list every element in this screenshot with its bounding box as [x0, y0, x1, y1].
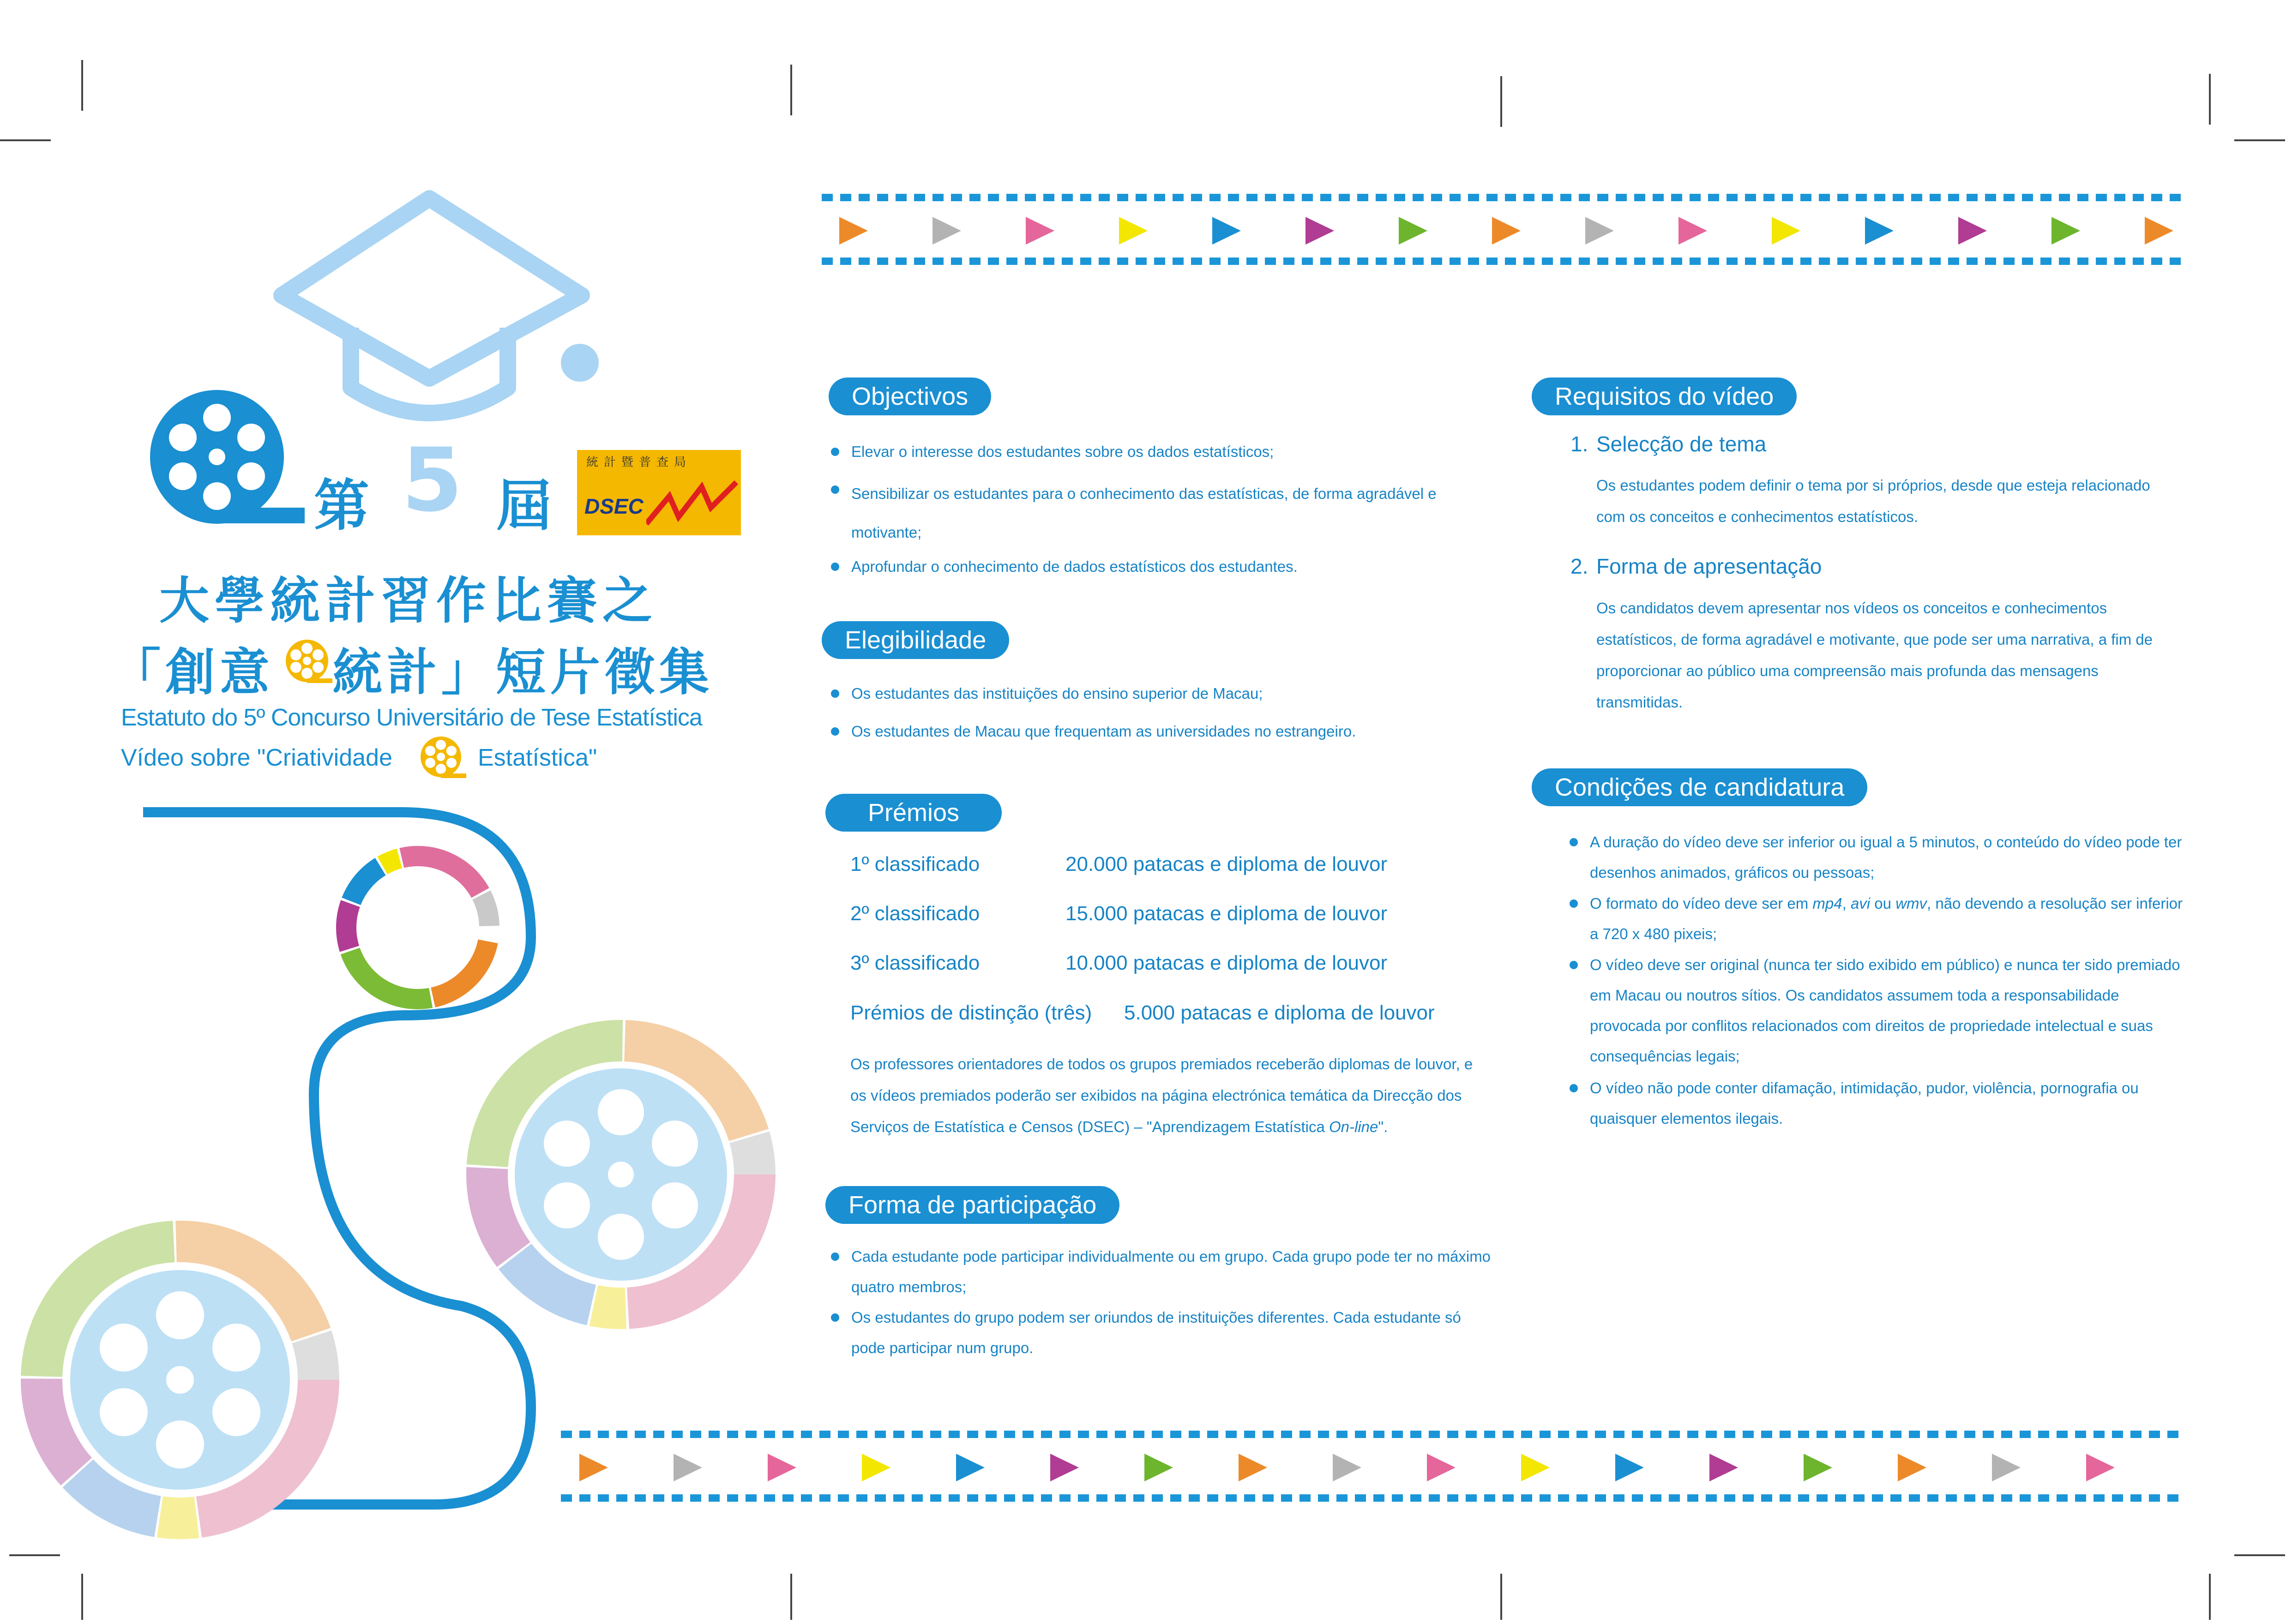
condicao-item: O vídeo não pode conter difamação, intimidação, pudor, violência, pornografia ou quaisquer elementos ilegais.: [1570, 1073, 2190, 1134]
premios-note-text: Os professores orientadores de todos os grupos premiados receberão diplomas de louvor, e os vídeos premiados poderão ser exibidos na página electrónica temática da Direcção dos Serviços de Estatística e Censos (DSEC) – "Aprendizagem Estatística: [850, 1055, 1473, 1135]
objectivo-item: Elevar o interesse dos estudantes sobre os dados estatísticos;: [831, 437, 1498, 467]
heading-premios: Prémios: [825, 794, 1002, 832]
condicao-sep: ,: [1842, 895, 1851, 912]
left-illustration: [0, 0, 794, 1624]
participacao-item: Cada estudante pode participar individualmente ou em grupo. Cada grupo pode ter no máximo quatro membros;: [831, 1241, 1498, 1302]
play-triangle-icon: [1399, 217, 1427, 245]
film-reel-icon: [421, 737, 466, 778]
edition-suffix: 屆: [496, 474, 556, 538]
logo-text: DSEC: [584, 494, 644, 518]
prize-place: 3º classificado: [850, 952, 980, 974]
crop-mark: [2234, 1554, 2285, 1556]
play-triangle-icon: [1958, 217, 1987, 245]
heading-participacao: Forma de participação: [825, 1186, 1119, 1224]
premios-note: [850, 1049, 1474, 1143]
play-triangle-icon: [674, 1454, 702, 1481]
filmstrip-bottom: [561, 1431, 2184, 1504]
film-reel-icon: [487, 1041, 755, 1308]
play-triangle-icon: [956, 1454, 985, 1481]
play-triangle-icon: [1709, 1454, 1738, 1481]
play-triangle-icon: [2051, 217, 2080, 245]
heading-objectivos: Objectivos: [829, 378, 991, 415]
play-triangle-icon: [1585, 217, 1614, 245]
format-wmv: wmv: [1895, 895, 1927, 912]
play-triangle-icon: [1050, 1454, 1079, 1481]
premios-note-italic: On-line: [1329, 1118, 1378, 1135]
requisito-title: Forma de apresentação: [1596, 554, 1822, 578]
format-mp4: mp4: [1812, 895, 1842, 912]
play-triangle-icon: [1427, 1454, 1456, 1481]
play-triangle-icon: [1239, 1454, 1267, 1481]
play-triangle-icon: [1898, 1454, 1926, 1481]
film-reel-icon: [150, 390, 305, 524]
play-triangle-icon: [1992, 1454, 2021, 1481]
play-triangle-icon: [1804, 1454, 1832, 1481]
play-triangle-icon: [1212, 217, 1241, 245]
title-cn-line1: 大學統計習作比賽之: [159, 572, 658, 630]
prize-place: 2º classificado: [850, 902, 980, 925]
cap-tassel: [561, 344, 599, 382]
condicao-text: O formato do vídeo deve ser em: [1590, 895, 1813, 912]
filmstrip-dashes: [822, 194, 2184, 201]
condicao-item: O vídeo deve ser original (nunca ter sido exibido em público) e nunca ter sido premiado em Macau ou noutros sítios. Os candidatos assumem toda a responsabilidade provocada por conflitos relacionados com direitos de propriedade intelectual e suas consequências legais;: [1570, 950, 2190, 1072]
title-cn-line2-a: 「創意: [111, 644, 275, 701]
play-triangle-icon: [579, 1454, 608, 1481]
elegibilidade-item: Os estudantes das instituições do ensino superior de Macau;: [831, 678, 1498, 709]
crop-mark: [1500, 76, 1502, 127]
prize-place: Prémios de distinção (três): [850, 1001, 1092, 1024]
participacao-item: Os estudantes do grupo podem ser oriundos de instituições diferentes. Cada estudante só pode participar num grupo.: [831, 1302, 1498, 1363]
play-triangle-icon: [1521, 1454, 1550, 1481]
play-triangle-icon: [1026, 217, 1054, 245]
condicao-item: [1570, 888, 2190, 949]
condicao-item: A duração do vídeo deve ser inferior ou igual a 5 minutos, o conteúdo do vídeo pode ter desenhos animados, gráficos ou pessoas;: [1570, 827, 2190, 888]
objectivo-item: Sensibilizar os estudantes para o conhecimento das estatísticas, de forma agradável e motivante;: [831, 474, 1498, 552]
play-triangle-icon: [1144, 1454, 1173, 1481]
edition-number: 5: [402, 429, 463, 531]
title-pt-line2-b: Estatística": [478, 744, 597, 771]
play-triangle-icon: [839, 217, 868, 245]
graduation-cap-icon: [282, 198, 582, 413]
requisito-text: Os estudantes podem definir o tema por si próprios, desde que esteja relacionado com os conceitos e conhecimentos estatísticos.: [1596, 477, 2150, 525]
heading-elegibilidade: Elegibilidade: [822, 621, 1009, 659]
play-triangle-icon: [1305, 217, 1334, 245]
requisito-number: 2.: [1570, 554, 1588, 578]
play-triangle-icon: [1119, 217, 1148, 245]
format-avi: avi: [1850, 895, 1871, 912]
play-triangle-icon: [2145, 217, 2173, 245]
heading-requisitos: Requisitos do vídeo: [1532, 378, 1797, 415]
objectivo-item: Aprofundar o conhecimento de dados estatísticos dos estudantes.: [831, 551, 1498, 582]
premios-note-end: ".: [1378, 1118, 1388, 1135]
condicao-sep: ou: [1870, 895, 1896, 912]
crop-mark: [2209, 1574, 2211, 1620]
crop-mark: [2234, 139, 2285, 141]
play-triangle-icon: [2086, 1454, 2115, 1481]
play-triangle-icon: [1772, 217, 1800, 245]
crop-mark: [2209, 74, 2211, 125]
elegibilidade-item: Os estudantes de Macau que frequentam as universidades no estrangeiro.: [831, 716, 1498, 747]
crop-mark: [1500, 1574, 1502, 1620]
edition-prefix: 第: [314, 474, 374, 538]
requisito-text: Os candidatos devem apresentar nos vídeos os conceitos e conhecimentos estatísticos, de forma agradável e motivante, que pode ser uma narrativa, a fim de proporcionar ao público uma compreensão mais profunda das mensagens transmitidas.: [1596, 599, 2153, 711]
play-triangle-icon: [932, 217, 961, 245]
prize-amount: 15.000 patacas e diploma de louvor: [1065, 902, 1388, 925]
play-triangle-icon: [862, 1454, 890, 1481]
condicao-text: , não devendo a resolução ser inferior a 720 x 480 pixeis;: [1590, 895, 2183, 942]
filmstrip-top: [822, 194, 2184, 268]
logo-zigzag-icon: [646, 478, 739, 528]
filmstrip-dashes: [822, 258, 2184, 265]
logo-cjk: 統計暨普查局: [586, 455, 692, 469]
prize-amount: 10.000 patacas e diploma de louvor: [1065, 952, 1388, 974]
title-pt-line1: Estatuto do 5º Concurso Universitário de Tese Estatística: [121, 704, 702, 731]
play-triangle-icon: [1333, 1454, 1361, 1481]
prize-amount: 20.000 patacas e diploma de louvor: [1065, 853, 1388, 875]
play-triangle-icon: [1492, 217, 1521, 245]
play-triangle-icon: [768, 1454, 796, 1481]
film-reel-icon: [286, 640, 332, 683]
filmstrip-dashes: [561, 1494, 2184, 1502]
play-triangle-icon: [1865, 217, 1894, 245]
film-reel-icon: [42, 1241, 319, 1518]
prize-amount: 5.000 patacas e diploma de louvor: [1124, 1001, 1435, 1024]
play-triangle-icon: [1678, 217, 1707, 245]
filmstrip-dashes: [561, 1431, 2184, 1438]
title-pt-line2-a: Vídeo sobre "Criatividade: [121, 744, 392, 771]
play-triangle-icon: [1615, 1454, 1644, 1481]
prize-place: 1º classificado: [850, 853, 980, 875]
requisito-title: Selecção de tema: [1596, 432, 1767, 456]
donut-ring-icon: [346, 856, 489, 999]
title-cn-line2-b: 統計」短片徵集: [332, 644, 714, 701]
dsec-logo: [577, 450, 741, 535]
requisito-number: 1.: [1570, 432, 1588, 456]
heading-condicoes: Condições de candidatura: [1532, 768, 1867, 806]
